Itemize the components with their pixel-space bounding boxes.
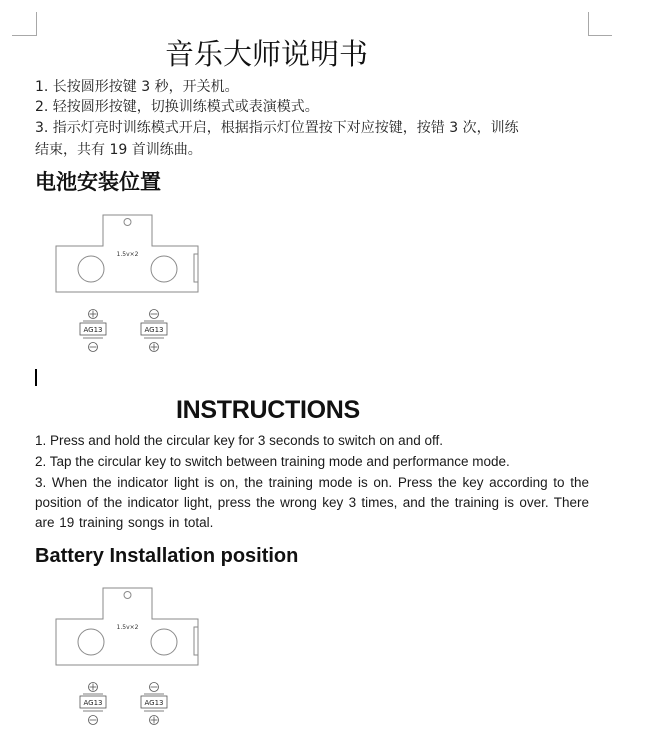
chinese-item-3-continued: 结束，共有 19 首训练曲。 [35, 142, 202, 158]
crop-mark-top-right [588, 12, 589, 36]
english-title: INSTRUCTIONS [176, 396, 360, 424]
battery-slot-right [151, 629, 177, 655]
voltage-label: 1.5v×2 [116, 624, 139, 631]
text-cursor [35, 369, 37, 386]
battery-slot-left [78, 256, 104, 282]
battery-right [141, 683, 167, 725]
crop-mark-top-right [588, 35, 612, 36]
chinese-battery-heading: 电池安装位置 [35, 170, 161, 194]
battery-label: AG13 [144, 699, 164, 707]
english-battery-heading: Battery Installation position [35, 545, 299, 567]
mounting-hole-icon [124, 219, 131, 226]
chinese-item-1: 1. 长按圆形按键 3 秒，开关机。 [35, 79, 239, 95]
battery-left [80, 310, 106, 352]
chinese-item-2: 2. 轻按圆形按键，切换训练模式或表演模式。 [35, 99, 319, 115]
battery-right [141, 310, 167, 352]
battery-slot-right [151, 256, 177, 282]
english-item-3: 3. When the indicator light is on, the training mode is on. Press the key according to the position of the indicator light, press the wrong key 3 times, and the training is over. There are 19 training songs in total. [35, 475, 589, 530]
chinese-item-3: 3. 指示灯亮时训练模式开启，根据指示灯位置按下对应按键，按错 3 次，训练 [35, 120, 519, 136]
battery-label: AG13 [83, 326, 103, 334]
chinese-title: 音乐大师说明书 [165, 37, 369, 71]
crop-mark-top-left [36, 12, 37, 36]
voltage-label: 1.5v×2 [116, 251, 139, 258]
battery-left [80, 683, 106, 725]
mounting-hole-icon [124, 592, 131, 599]
battery-diagram-english [50, 585, 210, 735]
english-item-2: 2. Tap the circular key to switch between training mode and performance mode. [35, 454, 510, 469]
crop-mark-top-left [12, 35, 36, 36]
battery-slot-left [78, 629, 104, 655]
battery-diagram-chinese [50, 212, 210, 362]
english-item-1: 1. Press and hold the circular key for 3 seconds to switch on and off. [35, 433, 443, 448]
battery-label: AG13 [83, 699, 103, 707]
battery-label: AG13 [144, 326, 164, 334]
